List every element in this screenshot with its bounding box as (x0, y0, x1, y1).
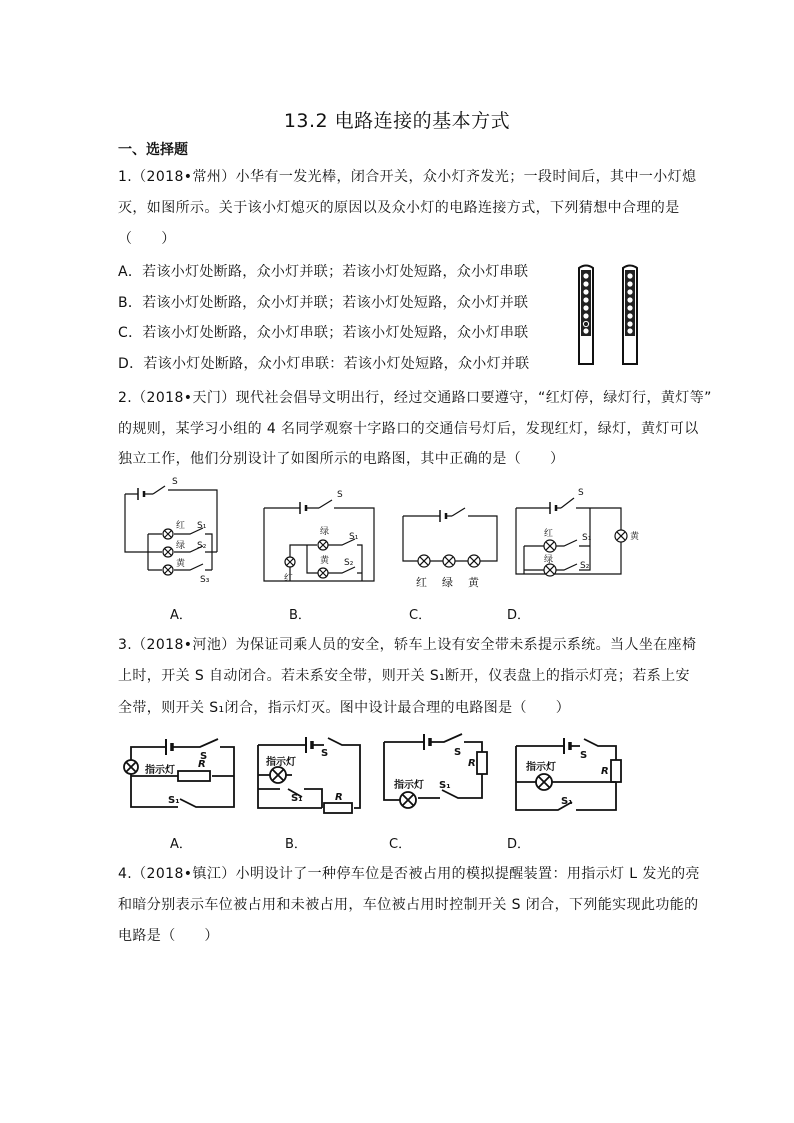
q2d-label-red: 红 (544, 529, 554, 539)
q3-line-2: 上时，开关 S 自动闭合。若未系安全带，则开关 S₁断开，仪表盘上的指示灯亮；若系上安 (118, 668, 690, 684)
q3-line-1: 3.（2018•河池）为保证司乘人员的安全，轿车上设有安全带未系提示系统。当人坐在座椅 (118, 637, 697, 653)
q3a-label-lamp: 指示灯 (145, 765, 175, 776)
q1-option-b: B．若该小灯处断路，众小灯并联；若该小灯处短路，众小灯并联 (118, 295, 529, 311)
q4-line-1: 4.（2018•镇江）小明设计了一种停车位是否被占用的模拟提醒装置：用指示灯 L 发光的亮 (118, 866, 700, 882)
q3-circuit-c (382, 728, 494, 814)
q1-option-a: A．若该小灯处断路，众小灯并联；若该小灯处短路，众小灯串联 (118, 264, 529, 280)
q3a-label-s1: S₁ (168, 795, 180, 806)
q2-circuit-a (120, 478, 230, 586)
q4-line-2: 和暗分别表示车位被占用和未被占用，车位被占用时控制开关 S 闭合，下列能实现此功能的 (118, 897, 699, 913)
q3b-label-lamp: 指示灯 (266, 757, 296, 768)
q3-line-3: 全带，则开关 S₁闭合，指示灯灭。图中设计最合理的电路图是（ ） (118, 700, 571, 716)
q1-option-c: C．若该小灯处断路，众小灯串联；若该小灯处短路，众小灯串联 (118, 325, 529, 341)
q3a-label-s: S (200, 751, 208, 762)
q2d-label-s: S (578, 488, 584, 498)
q2b-label-red: 红 (284, 574, 294, 584)
q2-circuit-b (262, 488, 380, 588)
q3c-label-r: R (468, 758, 476, 769)
q2d-lamp-green (544, 564, 556, 576)
q2a-lamp-yellow (163, 565, 173, 575)
q3a-lamp (124, 760, 138, 774)
q3b-label-s1: S₁ (291, 793, 303, 804)
q2b-lamp-yellow (318, 568, 328, 578)
q2a-lamp-red (163, 529, 173, 539)
q2d-label-green: 绿 (544, 555, 554, 565)
q2b-label-s2: S₂ (344, 558, 354, 568)
q3c-label-lamp: 指示灯 (394, 780, 424, 791)
q2b-label-yellow: 黄 (320, 556, 330, 566)
q2a-label-yellow: 黄 (176, 559, 186, 569)
glow-stick-figure (570, 264, 650, 368)
q2-line-2: 的规则，某学习小组的 4 名同学观察十字路口的交通信号灯后，发现红灯，绿灯，黄灯可以 (118, 421, 699, 437)
q3c-lamp (384, 790, 416, 808)
q1-line-1: 1.（2018•常州）小华有一发光棒，闭合开关，众小灯齐发光；一段时间后，其中一小灯熄 (118, 169, 697, 185)
q3c-label-s: S (454, 747, 462, 758)
q2b-lamp-red (285, 557, 295, 567)
q2c-label-yellow: 黄 (468, 576, 479, 589)
q2a-label-s2: S₂ (197, 541, 207, 551)
page-title: 13.2 电路连接的基本方式 (283, 110, 511, 132)
q2a-label-red: 红 (176, 521, 186, 531)
q2-line-3: 独立工作，他们分别设计了如图所示的电路图，其中正确的是（ ） (118, 451, 565, 467)
q3b-label-s: S (321, 748, 329, 759)
q1-option-d: D．若该小灯处断路，众小灯串联：若该小灯处短路，众小灯并联 (118, 356, 530, 372)
q2d-lamp-yellow (615, 530, 627, 542)
q2-circuit-d (512, 486, 652, 586)
q3-label-b: B． (285, 837, 307, 852)
q3b-label-r: R (335, 792, 343, 803)
q4-line-3: 电路是（ ） (118, 928, 219, 944)
q3d-lamp (536, 774, 552, 790)
q3d-label-r: R (601, 766, 609, 777)
q2d-label-yellow: 黄 (630, 532, 640, 542)
q2a-label-green: 绿 (176, 541, 186, 551)
q2c-label-green: 绿 (442, 576, 453, 589)
q3c-label-s1: S₁ (439, 780, 451, 791)
q3b-lamp (258, 767, 292, 783)
section-heading: 一、选择题 (118, 142, 188, 158)
q3-label-a: A． (170, 837, 192, 852)
q1-line-2: 灭，如图所示。关于该小灯熄灭的原因以及众小灯的电路连接方式，下列猜想中合理的是 (118, 200, 680, 216)
q3-circuit-a (118, 733, 238, 821)
q3-circuit-b (252, 733, 364, 813)
q3-circuit-d (510, 734, 628, 820)
q3-label-d: D． (507, 837, 531, 852)
q3-label-c: C． (389, 837, 412, 852)
q2-label-b: B． (289, 608, 311, 623)
q2c-lamp-green (443, 555, 455, 567)
q2c-lamp-yellow (468, 555, 480, 567)
q3d-label-s: S (580, 750, 588, 761)
q2-label-d: D． (507, 608, 531, 623)
q2-label-c: C． (409, 608, 432, 623)
q1-line-3: （ ） (118, 231, 176, 247)
q2-label-a: A． (170, 608, 192, 623)
q2-line-1: 2.（2018•天门）现代社会倡导文明出行，经过交通路口要遵守，“红灯停，绿灯行，黄灯等” (118, 390, 712, 406)
q2-circuit-c (402, 498, 502, 588)
q2a-label-s3: S₃ (200, 575, 210, 585)
q2b-label-green: 绿 (320, 527, 330, 537)
q2d-label-s1: S₁ (582, 533, 592, 543)
q3d-label-lamp: 指示灯 (526, 762, 556, 773)
q3a-label-r: R (198, 759, 206, 770)
q2b-label-s1: S₁ (349, 532, 359, 542)
q2d-label-s2: S₂ (580, 561, 590, 571)
q2a-label-s: S (172, 477, 178, 487)
q2b-label-s: S (337, 490, 343, 500)
q2b-lamp-green (318, 540, 328, 550)
q3d-label-s1: S₁ (561, 796, 573, 807)
q2c-lamp-red (418, 555, 430, 567)
q2a-lamp-green (163, 547, 173, 557)
q2a-label-s1: S₁ (197, 521, 207, 531)
q2c-label-red: 红 (416, 576, 427, 589)
q2d-lamp-red (544, 540, 556, 552)
